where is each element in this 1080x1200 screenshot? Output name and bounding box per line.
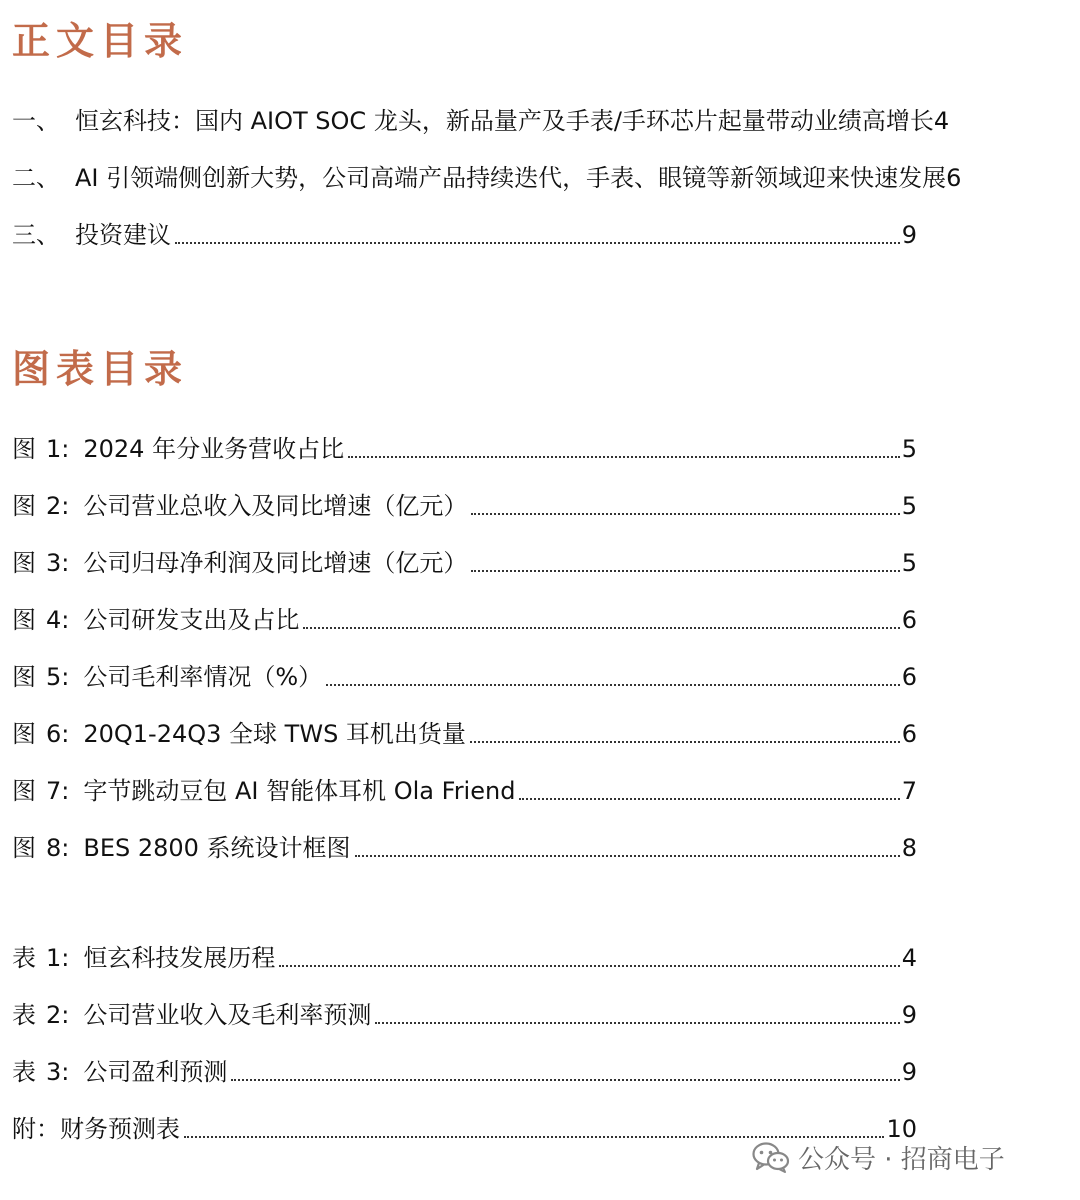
toc-main-title: 正文目录 (12, 18, 189, 63)
figure-entry-3[interactable] (12, 546, 917, 580)
entry-page: 5 (901, 549, 917, 577)
entry-page: 6 (901, 720, 917, 748)
toc-figures-title: 图表目录 (12, 346, 189, 391)
toc-item-page: 4 (933, 107, 950, 135)
entry-text: 公司营业收入及毛利率预测 (83, 1001, 372, 1029)
figure-entry-7[interactable] (12, 774, 917, 808)
entry-page: 9 (901, 1058, 917, 1086)
toc-item-2[interactable] (12, 161, 961, 195)
entry-label: 图 (12, 720, 36, 748)
figure-entry-6[interactable] (12, 717, 917, 751)
toc-item-page: 9 (901, 221, 917, 249)
dot-leader (326, 684, 900, 686)
entry-page: 6 (901, 606, 917, 634)
entry-text: 2024 年分业务营收占比 (83, 435, 345, 463)
entry-label: 图 (12, 777, 36, 805)
entry-text: 公司归母净利润及同比增速（亿元） (83, 549, 468, 577)
entry-text: 恒玄科技发展历程 (83, 944, 276, 972)
entry-label: 图 (12, 435, 36, 463)
dot-leader (175, 242, 900, 244)
toc-item-3[interactable] (12, 218, 917, 252)
entry-label: 图 (12, 492, 36, 520)
entry-number: 7: (46, 777, 70, 805)
figure-entry-4[interactable] (12, 603, 917, 637)
dot-leader (184, 1136, 884, 1138)
table-entry-3[interactable] (12, 1055, 917, 1089)
dot-leader (348, 456, 900, 458)
entry-number: 1: (46, 944, 70, 972)
toc-item-page: 6 (946, 164, 962, 192)
dot-leader (375, 1022, 899, 1024)
wechat-icon (752, 1141, 790, 1173)
dot-leader (303, 627, 899, 629)
entry-number: 6: (46, 720, 70, 748)
dot-leader (519, 798, 899, 800)
table-entry-1[interactable] (12, 941, 917, 975)
toc-item-text: 恒玄科技：国内 AIOT SOC 龙头，新品量产及手表/手环芯片起量带动业绩高增长 (75, 107, 934, 135)
entry-text: 20Q1-24Q3 全球 TWS 耳机出货量 (83, 720, 466, 748)
toc-item-prefix: 三、 (12, 221, 60, 249)
entry-text: 公司毛利率情况（%） (83, 663, 323, 691)
dot-leader (355, 855, 900, 857)
watermark (752, 1140, 1005, 1174)
entry-number: 1: (46, 435, 70, 463)
entry-page: 8 (901, 834, 917, 862)
dot-leader (470, 741, 900, 743)
table-entry-2[interactable] (12, 998, 917, 1032)
entry-page: 5 (901, 435, 917, 463)
figure-entry-1[interactable] (12, 432, 917, 466)
entry-text: 字节跳动豆包 AI 智能体耳机 Ola Friend (83, 777, 516, 805)
entry-number: 4: (46, 606, 70, 634)
entry-page: 7 (901, 777, 917, 805)
toc-item-1[interactable] (12, 104, 949, 138)
entry-page: 5 (901, 492, 917, 520)
entry-page: 6 (901, 663, 917, 691)
toc-item-text: 投资建议 (75, 221, 171, 249)
entry-label: 表 (12, 944, 36, 972)
dot-leader (471, 513, 899, 515)
entry-label: 图 (12, 834, 36, 862)
entry-label: 表 (12, 1001, 36, 1029)
entry-number: 2: (46, 1001, 70, 1029)
entry-number: 8: (46, 834, 70, 862)
entry-text: 公司研发支出及占比 (83, 606, 300, 634)
dot-leader (279, 965, 899, 967)
figure-entry-5[interactable] (12, 660, 917, 694)
entry-page: 9 (901, 1001, 917, 1029)
entry-text: 附：财务预测表 (12, 1115, 180, 1143)
dot-leader (231, 1079, 899, 1081)
entry-label: 图 (12, 549, 36, 577)
entry-number: 2: (46, 492, 70, 520)
toc-item-text: AI 引领端侧创新大势，公司高端产品持续迭代，手表、眼镜等新领域迎来快速发展 (75, 164, 947, 192)
figure-entry-8[interactable] (12, 831, 917, 865)
entry-label: 图 (12, 606, 36, 634)
entry-text: 公司营业总收入及同比增速（亿元） (83, 492, 468, 520)
entry-number: 3: (46, 549, 70, 577)
figure-entry-2[interactable] (12, 489, 917, 523)
watermark-text: 公众号 · 招商电子 (798, 1144, 1005, 1175)
entry-label: 图 (12, 663, 36, 691)
entry-page: 4 (901, 944, 917, 972)
toc-item-prefix: 一、 (12, 107, 60, 135)
entry-page: 10 (886, 1115, 917, 1143)
entry-text: 公司盈利预测 (83, 1058, 228, 1086)
toc-item-prefix: 二、 (12, 164, 60, 192)
entry-label: 表 (12, 1058, 36, 1086)
entry-number: 3: (46, 1058, 70, 1086)
entry-number: 5: (46, 663, 70, 691)
entry-text: BES 2800 系统设计框图 (83, 834, 351, 862)
dot-leader (471, 570, 899, 572)
